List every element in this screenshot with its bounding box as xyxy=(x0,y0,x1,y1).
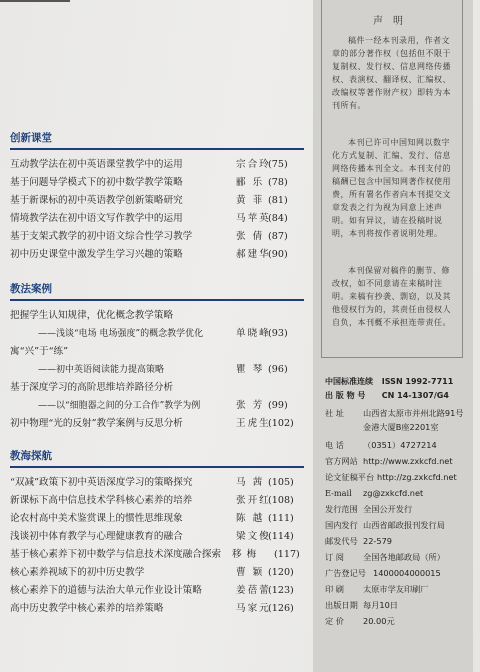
toc-entry[interactable] xyxy=(10,546,304,564)
pub-no-label: 出 版 物 号 xyxy=(325,391,366,400)
section-rule xyxy=(10,148,304,150)
entry-author: 马家元 xyxy=(236,603,271,614)
website-link[interactable]: http://www.zxkcfd.net xyxy=(363,456,453,466)
toc-entry[interactable] xyxy=(10,415,304,433)
entry-author: 姜蓓蕾 xyxy=(236,585,271,596)
pub-row-printer xyxy=(325,584,475,595)
pub-value: 每月10日 xyxy=(363,600,398,610)
section-heading: 教海探航 xyxy=(10,450,52,462)
pub-row-price xyxy=(325,616,475,627)
pub-row-subscribe xyxy=(325,552,475,563)
pub-key: 广告登记号 xyxy=(325,568,366,578)
pub-row-date xyxy=(325,600,475,611)
toc-entry[interactable] xyxy=(10,528,304,546)
entry-title: “双减”政策下初中英语深度学习的策略探究 xyxy=(10,477,193,488)
pub-key: 国内发行 xyxy=(325,520,358,530)
entry-author: 单晓峰 xyxy=(236,328,271,339)
submission-link[interactable]: http://zg.zxkcfd.net xyxy=(377,472,457,482)
section-heading: 创新课堂 xyxy=(10,132,52,144)
entry-title: 核心素养下的道德与法治大单元作业设计策略 xyxy=(10,585,202,596)
entry-page: (126) xyxy=(268,603,294,614)
statement-paragraph: 稿件一经本刊录用，作者文章的部分著作权（包括但不限于复制权、发行权、信息网络传播权、表演权、翻译权、汇编权、改编权等著作财产权）即转为本刊所有。 xyxy=(332,36,451,110)
pub-value: 20.00元 xyxy=(363,616,395,626)
entry-author: 张 芳 xyxy=(236,400,265,411)
pub-row-postal-code xyxy=(325,536,475,547)
entry-author: 陈 越 xyxy=(236,513,265,524)
pub-key: 定 价 xyxy=(325,616,344,626)
pub-key: 出版日期 xyxy=(325,600,358,610)
entry-page: (111) xyxy=(268,513,294,524)
entry-author: 郝建华 xyxy=(236,249,271,260)
pub-row-domestic xyxy=(325,520,475,531)
entry-author: 马 茜 xyxy=(236,477,265,488)
entry-subtitle: ——以“细胞器之间的分工合作”教学为例 xyxy=(38,401,201,411)
pub-key: 社 址 xyxy=(325,408,344,418)
toc-entry[interactable] xyxy=(10,379,304,397)
entry-author: 王虎生 xyxy=(236,418,271,429)
toc-entry[interactable] xyxy=(10,228,304,246)
entry-title: 论农村高中美术鉴赏课上的惯性思维现象 xyxy=(10,513,183,524)
section-heading: 教法案例 xyxy=(10,283,52,295)
pub-key: 发行范围 xyxy=(325,504,358,514)
toc-entry[interactable] xyxy=(10,210,304,228)
entry-author: 宗合玲 xyxy=(236,159,271,170)
entry-title: 寓“兴”于“练” xyxy=(10,346,68,357)
pub-value: 全国公开发行 xyxy=(363,504,413,514)
entry-page: (90) xyxy=(268,249,288,260)
toc-entry-subtitle[interactable] xyxy=(10,361,304,379)
entry-title: 高中历史教学中核心素养的培养策略 xyxy=(10,603,164,614)
toc-entry-subtitle[interactable] xyxy=(10,325,304,343)
pub-key: 官方网站 xyxy=(325,456,358,466)
entry-subtitle: ——初中英语阅读能力提高策略 xyxy=(38,365,165,375)
pub-row-address2 xyxy=(325,422,475,433)
section-rule xyxy=(10,299,304,301)
entry-title: 初中物理“光的反射”教学案例与反思分析 xyxy=(10,418,183,429)
statement-paragraph: 本刊保留对稿件的删节、修改权，如不同意请在来稿时注明。来稿有抄袭、剽窃，以及其他侵权行为的，其责任由侵权人自负，本刊概不承担连带责任。 xyxy=(332,266,451,327)
top-rule xyxy=(0,0,70,2)
statement-paragraph: 本刊已许可中国知网以数字化方式复制、汇编、发行、信息网络传播本刊全文。本刊支付的稿酬已包含中国知网著作权使用费，所有署名作者向本刊提交文章发表之行为视为同意上述声明。如有异议，请在投稿时说明，本刊将按作者说明处理。 xyxy=(332,138,451,238)
pub-value: （0351）4727214 xyxy=(363,440,437,450)
pub-value: 22-579 xyxy=(363,536,393,546)
entry-page: (117) xyxy=(274,549,300,560)
entry-title: 核心素养视域下的初中历史教学 xyxy=(10,567,145,578)
issn-value: ISSN 1992-7711 xyxy=(381,377,454,386)
entry-author: 马苹英 xyxy=(236,213,271,224)
email-link[interactable]: zg@zxkcfd.net xyxy=(363,488,424,498)
pub-value: 全国各地邮政局（所） xyxy=(363,552,445,562)
toc-section-teaching-exploration xyxy=(10,448,304,618)
entry-page: (96) xyxy=(268,364,288,375)
pub-row-phone xyxy=(325,440,475,451)
toc-entry[interactable] xyxy=(10,564,304,582)
entry-title: 基于问题导学模式下的初中数学教学策略 xyxy=(10,177,183,188)
entry-author: 曹 颖 xyxy=(236,567,265,578)
entry-title: 情境教学法在初中语文写作教学中的运用 xyxy=(10,213,183,224)
entry-page: (102) xyxy=(268,418,294,429)
pub-key: 订 阅 xyxy=(325,552,344,562)
pub-value: 太原市学友印刷厂 xyxy=(363,584,429,594)
toc-entry[interactable] xyxy=(10,492,304,510)
entry-page: (123) xyxy=(268,585,294,596)
pub-row-address xyxy=(325,408,475,419)
pub-key: 电 话 xyxy=(325,440,344,450)
pub-key: E-mail xyxy=(325,488,352,498)
entry-page: (87) xyxy=(268,231,288,242)
entry-author: 黄 菲 xyxy=(236,195,265,206)
entry-page: (114) xyxy=(268,531,294,542)
issn-line xyxy=(325,376,475,387)
statement-title: 声明 xyxy=(373,16,413,27)
entry-page: (81) xyxy=(268,195,288,206)
entry-author: 张 倩 xyxy=(236,231,265,242)
info-sidebar xyxy=(313,0,473,672)
entry-author: 瞿 琴 xyxy=(236,364,265,375)
pub-row-website[interactable] xyxy=(325,456,475,467)
pub-row-scope xyxy=(325,504,475,515)
toc-section-innovative-classroom xyxy=(10,130,304,264)
entry-title: 互动教学法在初中英语课堂教学中的运用 xyxy=(10,159,183,170)
entry-title: 基于深度学习的高阶思维培养路径分析 xyxy=(10,382,174,393)
entry-author: 郦 乐 xyxy=(236,177,265,188)
pub-row-ad-reg xyxy=(325,568,475,579)
toc-entry[interactable] xyxy=(10,343,304,361)
entry-page: (75) xyxy=(268,159,288,170)
toc-entry[interactable] xyxy=(10,246,304,264)
entry-title: 基于核心素养下初中数学与信息技术深度融合探索 xyxy=(10,549,222,560)
toc-entry[interactable] xyxy=(10,174,304,192)
cn-value: CN 14-1307/G4 xyxy=(381,391,449,400)
toc-entry[interactable] xyxy=(10,307,304,325)
toc-entry-subtitle[interactable] xyxy=(10,397,304,415)
entry-page: (120) xyxy=(268,567,294,578)
toc-entry[interactable] xyxy=(10,582,304,600)
entry-page: (105) xyxy=(268,477,294,488)
pub-key: 印 刷 xyxy=(325,584,344,594)
pub-key: 论文征稿平台 xyxy=(325,472,375,482)
serial-label: 中国标准连续 xyxy=(325,377,373,386)
pub-row-email[interactable] xyxy=(325,488,475,498)
entry-page: (84) xyxy=(268,213,288,224)
entry-title: 浅谈初中体育教学与心理健康教育的融合 xyxy=(10,531,183,542)
entry-author: 移 梅 xyxy=(232,549,258,560)
toc-section-teaching-cases xyxy=(10,281,304,433)
toc-entry[interactable] xyxy=(10,474,304,492)
statement-box xyxy=(321,0,463,358)
entry-title: 初中历史课堂中激发学生学习兴趣的策略 xyxy=(10,249,183,260)
entry-title: 新课标下高中信息技术学科核心素养的培养 xyxy=(10,495,193,506)
pub-row-submission[interactable] xyxy=(325,472,475,483)
entry-author: 张开红 xyxy=(236,495,271,506)
entry-page: (108) xyxy=(268,495,294,506)
entry-title: 把握学生认知规律，优化概念教学策略 xyxy=(10,310,174,321)
entry-page: (78) xyxy=(268,177,288,188)
entry-author: 梁文俊 xyxy=(236,531,271,542)
toc-entry[interactable] xyxy=(10,600,304,618)
pub-key: 邮发代号 xyxy=(325,536,358,546)
section-rule xyxy=(10,466,304,468)
entry-subtitle: ——浅谈“电场 电场强度”的概念教学优化 xyxy=(38,329,204,339)
pub-value: 金港大厦B座2201室 xyxy=(363,422,439,432)
entry-title: 基于新课标的初中英语教学创新策略研究 xyxy=(10,195,183,206)
entry-page: (93) xyxy=(268,328,288,339)
pub-value: 山西省邮政报刊发行局 xyxy=(363,520,445,530)
entry-page: (99) xyxy=(268,400,288,411)
toc-entry[interactable] xyxy=(10,156,304,174)
entry-title: 基于支架式教学的初中语文综合性学习教学 xyxy=(10,231,193,242)
cn-line xyxy=(325,390,475,401)
pub-value: 山西省太原市并州北路91号 xyxy=(363,408,464,418)
pub-value: 1400004000015 xyxy=(373,568,441,578)
toc-entry[interactable] xyxy=(10,192,304,210)
toc-entry[interactable] xyxy=(10,510,304,528)
